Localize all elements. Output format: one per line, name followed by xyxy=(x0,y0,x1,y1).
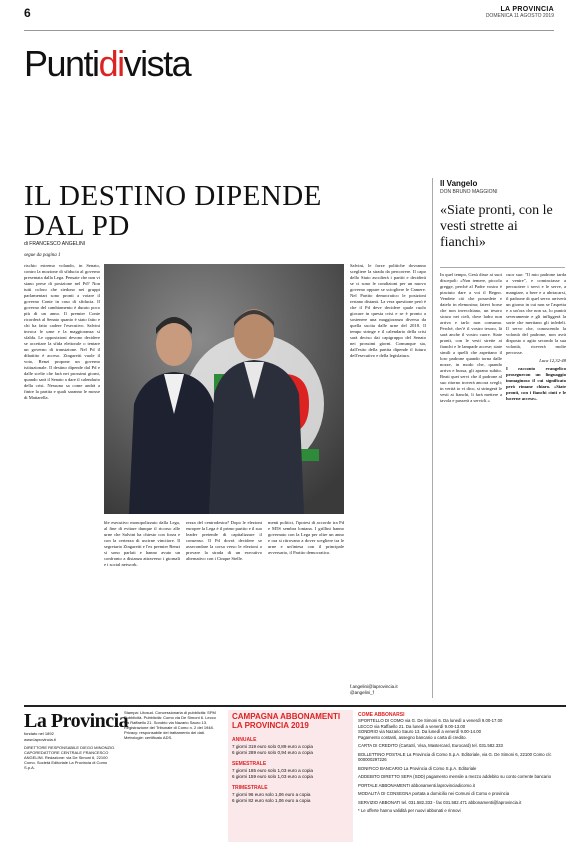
article-column-1: rischio estremo volando, in Senato, contro la mozione di sfiducia al governo presentata dalla Lega. Pensate che non vi siano prese di posizione nel Pd? Non tutti coloro che siedono nei gruppi parlamentari sono pronti a votare il governo Conte in caso di sfiducia. Il governo del cambiamento è durato poco più di un anno. Il premier Conte ricorderà al Senato quanto è stato fatto e chi ha fatto cadere l'esecutivo. Salvini invoca le urne e la maggioranza si sfalda. Le opposizioni devono decidere se accettare la sfida elettorale o tentare un governo di transizione. Nel Pd il dibattito è acceso. Zingaretti vuole il voto, Renzi propone un governo istituzionale. Il destino dipende dal Pd e dalle scelte che farà nei prossimi giorni, quando sarà il Senato a dare il calendario della crisi. Nessuno sa come andrà a finire la partita e quali saranno le mosse di Mattarella. xyxy=(24,263,100,400)
annuale-row: 7 giorni 319 euro solo 0,89 euro a copia xyxy=(232,744,313,749)
section-title xyxy=(24,43,191,84)
article-photo xyxy=(104,264,344,514)
subscribe-row: BOLLETTINO POSTALE La Provincia di Como S.p.A. Editoriale, via G. De Simoni 6, 22100 Como c/c 000000297226 xyxy=(358,751,552,762)
politicians-photo-icon xyxy=(104,264,344,514)
subscribe-row: PORTALE ABBONAMENTI abbonamenti.laprovinciadicomo.it xyxy=(358,782,475,788)
semestrale-row: 6 giorni 159 euro solo 1,03 euro a copia xyxy=(232,774,313,779)
vangelo-reference: Luca 12,32-48 xyxy=(539,358,566,363)
subscribe-row: SPORTELLO DI COMO via G. De Simoni 6. Da lunedì a venerdì 9.00-17.00 xyxy=(358,718,503,723)
vangelo-column-2-text: cuor suo: "Il mio padrone tarda a venire", e cominciasse a percuotere i servi e le serve, a mangiare, a bere e a ubriacarsi, il padrone di quel servo arriverà un giorno in cui non se l'aspetta e a un'ora che non sa, lo punirà severamente e gli infliggerà la sorte che meritano gli infedeli. Il servo che, conoscendo la volontà del padrone, non avrà disposto o agito secondo la sua volontà, riceverà molte percosse. xyxy=(506,272,566,355)
subscription-campaign-box xyxy=(228,710,353,842)
publication-name: LA PROVINCIA xyxy=(500,6,554,13)
vangelo-commentary: I racconto evangelico proseguecon un linguaggio immaginoso il cui significato però rimane chiaro. «Siate pronti, con i fianchi cinti e le lucerne accese». xyxy=(506,366,566,401)
trimestrale-row: 7 giorni 96 euro solo 1,06 euro a copia xyxy=(232,792,311,797)
article-column-4: menti politici, l'ipotesi di accordo tra Pd e M5S sembra lontana. I grillini hanno governato con la Lega per oltre un anno e ora si ritrovano a dover scegliere tra le urne e un'intesa con il principale avversario, il Partito democratico. xyxy=(268,520,344,555)
article-byline: di FRANCESCO ANGELINI xyxy=(24,241,86,247)
subscribe-row: CARTA DI CREDITO (CartaSì, Visa, Mastercard, Eurocard) tel. 031.582.333 xyxy=(358,743,503,748)
subscribe-row: SONDRIO via Nazario Sauro 13. Da lunedì a venerdì 9.00-14.00 xyxy=(358,729,482,734)
trimestrale-row: 6 giorni 82 euro solo 1,06 euro a copia xyxy=(232,798,311,803)
masthead xyxy=(486,6,554,19)
footer-founded: fondato nel 1892 xyxy=(24,731,54,736)
author-twitter[interactable]: @angelini_f xyxy=(350,690,374,695)
trimestrale-heading: TRIMESTRALE xyxy=(232,785,268,791)
footer-logo: La Provincia xyxy=(24,710,129,732)
subscribe-row: LECCO via Raffaello 21. Da lunedì a venerdì 9.00-13.00 xyxy=(358,723,466,729)
subscribe-row: BONIFICO BANCARIO La Provincia di Como S.p.A. Editoriale xyxy=(358,765,477,771)
author-contacts xyxy=(350,684,398,696)
section-title-a: Punti xyxy=(24,43,99,84)
article-column-3: rezza del centrodestra? Dopo le elezioni europee la Lega è il primo partito e il suo leader pretende di capitalizzare il consenso. Il Pd dovrà decidere se assecondare la corsa verso le elezioni o provare la strada di un esecutivo alternativo con i Cinque Stelle. xyxy=(186,520,262,561)
vangelo-column-1: In quel tempo, Gesù disse ai suoi discepoli: «Non temere, piccolo gregge, perché al Padre vostro è piaciuto dare a voi il Regno. Vendete ciò che possedete e datelo in elemosina; fatevi borse che non invecchiano, un tesoro sicuro nei cieli, dove ladro non arriva e tarlo non consuma. Perché, dov'è il vostro tesoro, là sarà anche il vostro cuore. Siate pronti, con le vesti strette ai fianchi e le lampade accese; siate simili a quelli che aspettano il loro padrone quando torna dalle nozze, in modo che, quando arriva e bussa, gli aprano subito. Beati quei servi che il padrone al suo ritorno troverà ancora svegli; in verità io vi dico, si stringerà le vesti ai fianchi, li farà mettere a tavola e passerà a servirli.» xyxy=(440,272,502,403)
vangelo-rule xyxy=(440,267,565,268)
semestrale-heading: SEMESTRALE xyxy=(232,761,267,767)
article-column-2: ble esecutivo monopolizzato dalla Lega, al fine di evitare dunque il ricorso alle urne che Salvini ha chiesto con forza e con la certezza di uscirne vincitore. Il segretario Zingaretti e l'ex premier Renzi si sono parlati e hanno avuto un confronto a distanza attraverso i giornali e i social network. xyxy=(104,520,180,567)
column-divider xyxy=(432,178,433,698)
article-headline: IL DESTINO DIPENDE DAL PD xyxy=(24,180,322,242)
section-title-c: vista xyxy=(123,43,191,84)
section-title-b: di xyxy=(98,43,124,84)
issue-date: DOMENICA 11 AGOSTO 2019 xyxy=(485,13,554,19)
vangelo-title: Il Vangelo xyxy=(440,179,478,188)
footer-info: Stampa: Litosud. Concessionaria di pubblicità: SPM Pubblicità. Pubblicità: Como via De Simoni 6. Lecco via Raffaello 21. Sondrio via Nazario Sauro 13. Registrazione del Tribunale di Como n. 2 del 1948. Privacy: responsabile del trattamento dei dati. Metrologie: certificato ADS. xyxy=(124,710,216,740)
footer-credits: DIRETTORE RESPONSABILE DIEGO MINONZIO. CAPOREDATTORE CENTRALE FRANCESCO ANGELINI. Redazione: via De Simoni 6, 22100 Como. Società Editoriale La Provincia di Como S.p.A. xyxy=(24,745,116,770)
author-email[interactable]: f.angelini@laprovincia.it xyxy=(350,684,398,689)
continued-from: segue da pagina 1 xyxy=(24,253,61,258)
page-number: 6 xyxy=(24,6,31,20)
subscribe-row: SERVIZIO ABBONATI tel. 031.582.333 - fax 031.582.471 abbonamenti@laprovincia.it xyxy=(358,799,522,805)
campaign-title: CAMPAGNA ABBONAMENTI LA PROVINCIA 2019 xyxy=(232,712,341,730)
how-to-subscribe xyxy=(358,710,564,814)
semestrale-row: 7 giorni 185 euro solo 1,03 euro a copia xyxy=(232,768,313,773)
annuale-heading: ANNUALE xyxy=(232,737,257,743)
vangelo-author: DON BRUNO MAGGIONI xyxy=(440,189,498,195)
how-to-subscribe-title: COME ABBONARSI xyxy=(358,712,405,718)
annuale-row: 6 giorni 289 euro solo 0,94 euro a copia xyxy=(232,750,313,755)
vangelo-quote: «Siate pronti, con le vesti strette ai fianchi» xyxy=(440,203,553,250)
subscribe-row: * Le offerte hanno validità per nuovi abbonati e rinnovi xyxy=(358,808,461,813)
vangelo-column-2 xyxy=(506,272,566,697)
subscribe-row: Pagamento contanti, assegno bancario o carta di credito. xyxy=(358,734,467,740)
subscribe-row: MODALITÀ DI CONSEGNA portata a domicilio nei Comuni di Como e provincia xyxy=(358,791,510,796)
top-rule xyxy=(24,30,554,31)
footer-rule xyxy=(24,705,566,707)
subscribe-row: ADDEBITO DIRETTO SEPA (SDD) pagamento mensile a mezzo addebito su conto corrente bancario xyxy=(358,774,551,779)
article-column-5: Salvini, le forze politiche dovranno scegliere la strada da percorrere. Il capo dello Stato ascolterà i partiti e deciderà se ci sono le condizioni per un nuovo governo oppure se sciogliere le Camere. Nel Partito democratico le posizioni restano distanti. La vera questione però è che il Pd deve decidere quale ruolo giocare in questa crisi e se è pronto a sostenere una maggioranza diversa da quella uscita dalle urne del 2018. Il tempo stringe e il calendario della crisi sarà deciso dai capigruppo del Senato nei prossimi giorni. Comunque sia, dall'esito della partita dipende il futuro dell'esecutivo e della legislatura. xyxy=(350,263,426,358)
footer-site[interactable]: www.laprovincia.it xyxy=(24,737,56,742)
